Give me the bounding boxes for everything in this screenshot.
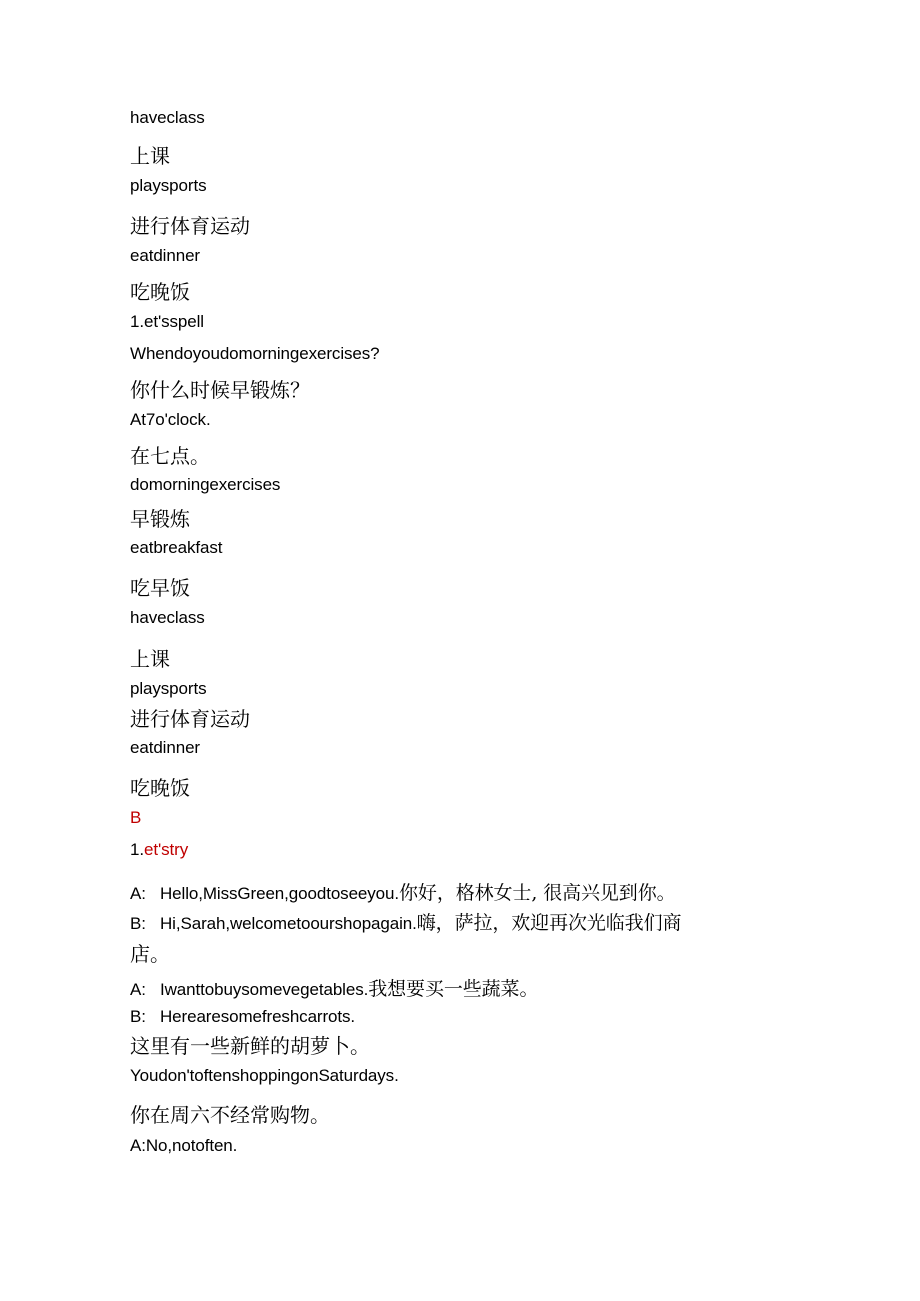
phrase-chinese: 进行体育运动 — [130, 707, 250, 731]
dialogue-chinese: 这里有一些新鲜的胡萝卜。 — [130, 1034, 370, 1058]
dialogue-line — [130, 1007, 355, 1027]
speaker-label: B: — [130, 914, 146, 933]
section-number: 1. — [130, 840, 144, 859]
question-english: Whendoyoudomorningexercises? — [130, 344, 380, 363]
answer-chinese: 在七点。 — [130, 444, 210, 468]
phrase-chinese: 吃早饭 — [130, 576, 190, 600]
section-heading: 1.et'sspell — [130, 312, 204, 331]
speaker-label: B: — [130, 1007, 146, 1026]
dialogue-chinese: 你好，格林女士, 很高兴见到你。 — [399, 882, 676, 904]
phrase-chinese: 吃晚饭 — [130, 280, 190, 304]
dialogue-line — [130, 878, 676, 905]
phrase-chinese: 早锻炼 — [130, 507, 190, 531]
dialogue-chinese: 我想要买一些蔬菜。 — [368, 978, 539, 1000]
phrase-english: eatdinner — [130, 738, 200, 757]
dialogue-english: Iwanttobuysomevegetables. — [160, 980, 369, 999]
dialogue-line — [130, 974, 538, 1001]
dialogue-english: Hi,Sarah,welcometoourshopagain. — [160, 914, 417, 933]
section-title: et'stry — [143, 840, 189, 859]
section-letter: B — [130, 808, 142, 827]
dialogue-english: Herearesomefreshcarrots. — [160, 1007, 356, 1026]
dialogue-continuation: 店。 — [130, 942, 170, 966]
phrase-english: haveclass — [130, 608, 205, 627]
phrase-chinese: 吃晚饭 — [130, 776, 190, 800]
dialogue-chinese: 你在周六不经常购物。 — [130, 1103, 330, 1127]
phrase-english: haveclass — [130, 108, 205, 127]
dialogue-chinese: 嗨，萨拉，欢迎再次光临我们商 — [416, 912, 682, 934]
phrase-chinese: 上课 — [130, 144, 170, 168]
dialogue-line — [130, 908, 681, 935]
phrase-english: eatdinner — [130, 246, 200, 265]
phrase-english: domorningexercises — [130, 475, 281, 494]
dialogue-english: Hello,MissGreen,goodtoseeyou. — [160, 884, 400, 903]
phrase-english: playsports — [130, 176, 207, 195]
phrase-english: playsports — [130, 679, 207, 698]
phrase-chinese: 进行体育运动 — [130, 214, 250, 238]
dialogue-english: Youdon'toftenshoppingonSaturdays. — [130, 1066, 399, 1085]
phrase-chinese: 上课 — [130, 647, 170, 671]
speaker-label: A: — [130, 884, 146, 903]
question-chinese: 你什么时候早锻炼？ — [130, 378, 310, 402]
section-heading — [130, 840, 188, 860]
phrase-english: eatbreakfast — [130, 538, 223, 557]
answer-english: At7o'clock. — [130, 410, 211, 429]
speaker-label: A: — [130, 980, 146, 999]
dialogue-english: A:No,notoften. — [130, 1136, 238, 1155]
